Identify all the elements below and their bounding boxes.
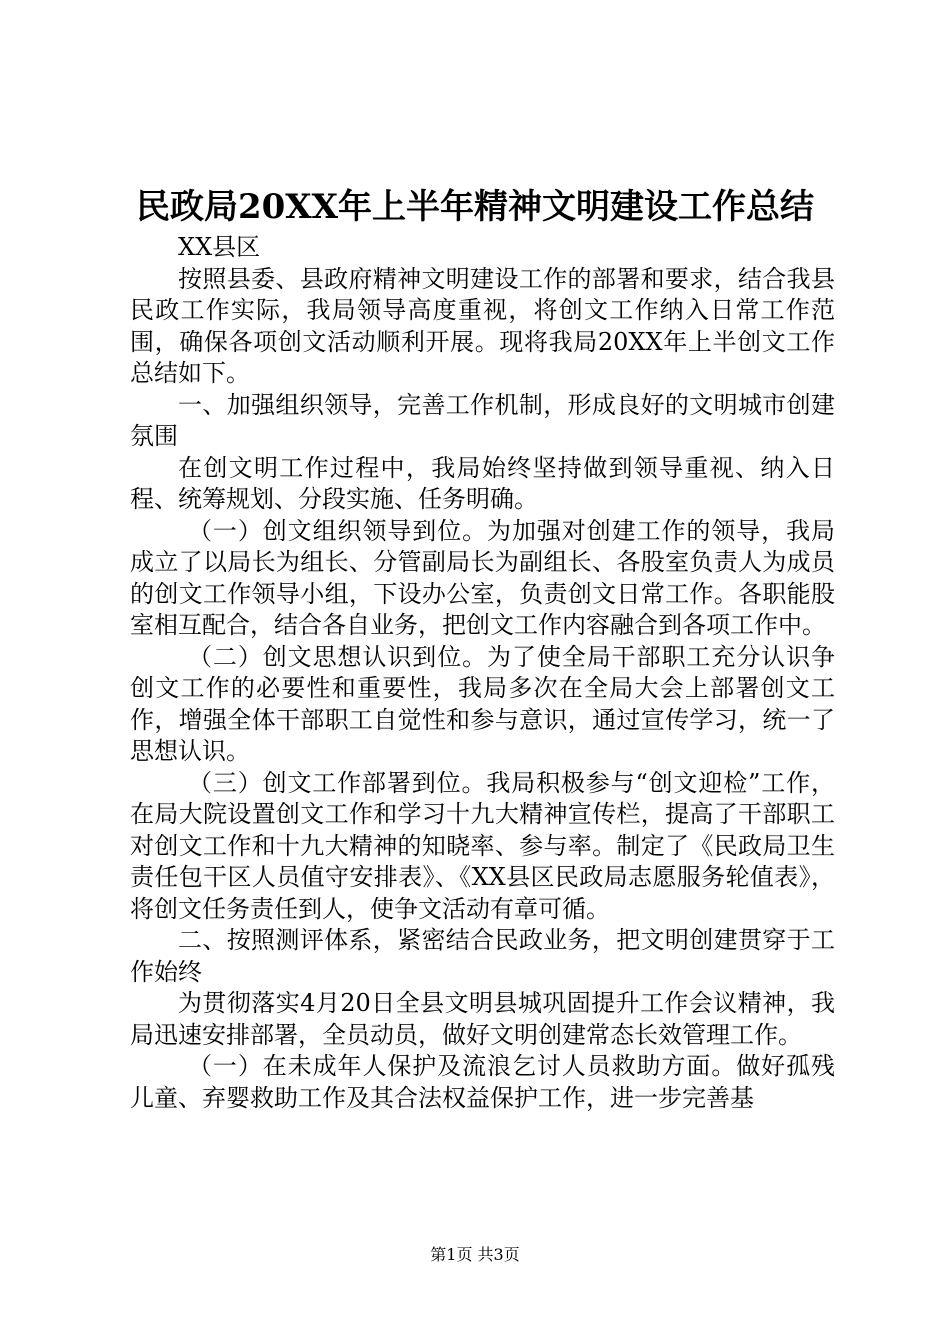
subsection-paragraph: （一）创文组织领导到位。为加强对创建工作的领导，我局成立了以局长为组长、分管副局长为副组长、各股室负责人为成员的创文工作领导小组，下设办公室，负责创文日常工作。各职能股室相互配合，结合各自业务，把创文工作内容融合到各项工作中。 — [130, 516, 835, 639]
body-paragraph: 在创文明工作过程中，我局始终坚持做到领导重视、纳入日程、统筹规划、分段实施、任务明确。 — [130, 453, 835, 513]
section-heading-1: 一、加强组织领导，完善工作机制，形成良好的文明城市创建氛围 — [130, 390, 835, 450]
subsection-paragraph: （一）在未成年人保护及流浪乞讨人员救助方面。做好孤残儿童、弃婴救助工作及其合法权益保护工作，进一步完善基 — [130, 1052, 835, 1112]
document-body — [130, 232, 835, 1114]
intro-paragraph: 按照县委、县政府精神文明建设工作的部署和要求，结合我县民政工作实际，我局领导高度重视，将创文工作纳入日常工作范围，确保各项创文活动顺利开展。现将我局20XX年上半创文工作总结如下。 — [130, 264, 835, 387]
subsection-paragraph: （三）创文工作部署到位。我局积极参与“创文迎检”工作，在局大院设置创文工作和学习十九大精神宣传栏，提高了干部职工对创文工作和十九大精神的知晓率、参与率。制定了《民政局卫生责任包干区人员值守安排表》、《XX县区民政局志愿服务轮值表》，将创文任务责任到人，使争文活动有章可循。 — [130, 768, 835, 923]
district-line: XX县区 — [178, 233, 261, 261]
section-heading-2: 二、按照测评体系，紧密结合民政业务，把文明创建贯穿于工作始终 — [130, 926, 835, 986]
page-footer: 第1页 共3页 — [430, 1245, 520, 1264]
subsection-paragraph: （二）创文思想认识到位。为了使全局干部职工充分认识争创文工作的必要性和重要性，我局多次在全局大会上部署创文工作，增强全体干部职工自觉性和参与意识，通过宣传学习，统一了思想认识。 — [130, 642, 835, 765]
body-paragraph: 为贯彻落实4月20日全县文明县城巩固提升工作会议精神，我局迅速安排部署，全员动员，做好文明创建常态长效管理工作。 — [130, 989, 835, 1049]
document-title: 民政局20XX年上半年精神文明建设工作总结 — [135, 187, 815, 227]
